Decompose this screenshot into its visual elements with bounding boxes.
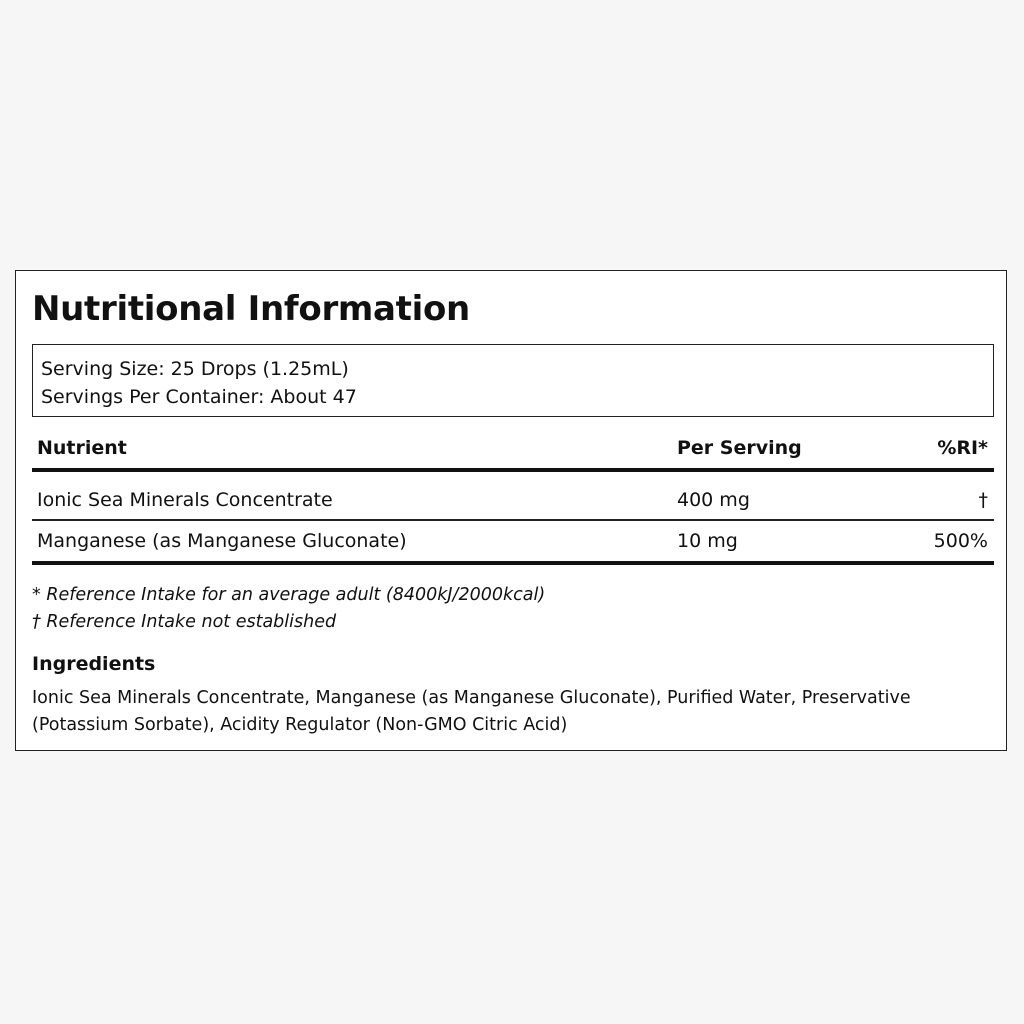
- table-row: [32, 472, 994, 521]
- nutrient-table: [32, 429, 994, 565]
- header-nutrient: Nutrient: [37, 437, 127, 459]
- nutrient-amount: 400 mg: [677, 489, 750, 511]
- ingredients-text: [32, 685, 982, 739]
- nutrient-ri: 500%: [933, 530, 988, 552]
- ingredients-heading: Ingredients: [32, 653, 156, 675]
- nutrient-name: Ionic Sea Minerals Concentrate: [37, 489, 333, 511]
- ingredients-line: (Potassium Sorbate), Acidity Regulator (Non-GMO Citric Acid): [32, 715, 568, 735]
- nutrient-name: Manganese (as Manganese Gluconate): [37, 530, 407, 552]
- footnote-reference-intake: * Reference Intake for an average adult (8400kJ/2000kcal): [32, 585, 546, 605]
- serving-info-box: [32, 344, 994, 417]
- table-row: [32, 521, 994, 565]
- header-per-serving: Per Serving: [677, 437, 802, 459]
- panel-title: Nutritional Information: [32, 289, 470, 329]
- serving-size: Serving Size: 25 Drops (1.25mL): [41, 358, 349, 380]
- footnote-not-established: † Reference Intake not established: [32, 612, 337, 632]
- nutrient-amount: 10 mg: [677, 530, 738, 552]
- nutrient-ri: †: [978, 489, 988, 511]
- nutrition-panel: [15, 270, 1007, 751]
- footnotes: [32, 582, 545, 636]
- table-header-row: [32, 429, 994, 472]
- header-ri: %RI*: [937, 437, 988, 459]
- servings-per-container: Servings Per Container: About 47: [41, 386, 357, 408]
- ingredients-line: Ionic Sea Minerals Concentrate, Manganese (as Manganese Gluconate), Purified Water, Preservative: [32, 688, 911, 708]
